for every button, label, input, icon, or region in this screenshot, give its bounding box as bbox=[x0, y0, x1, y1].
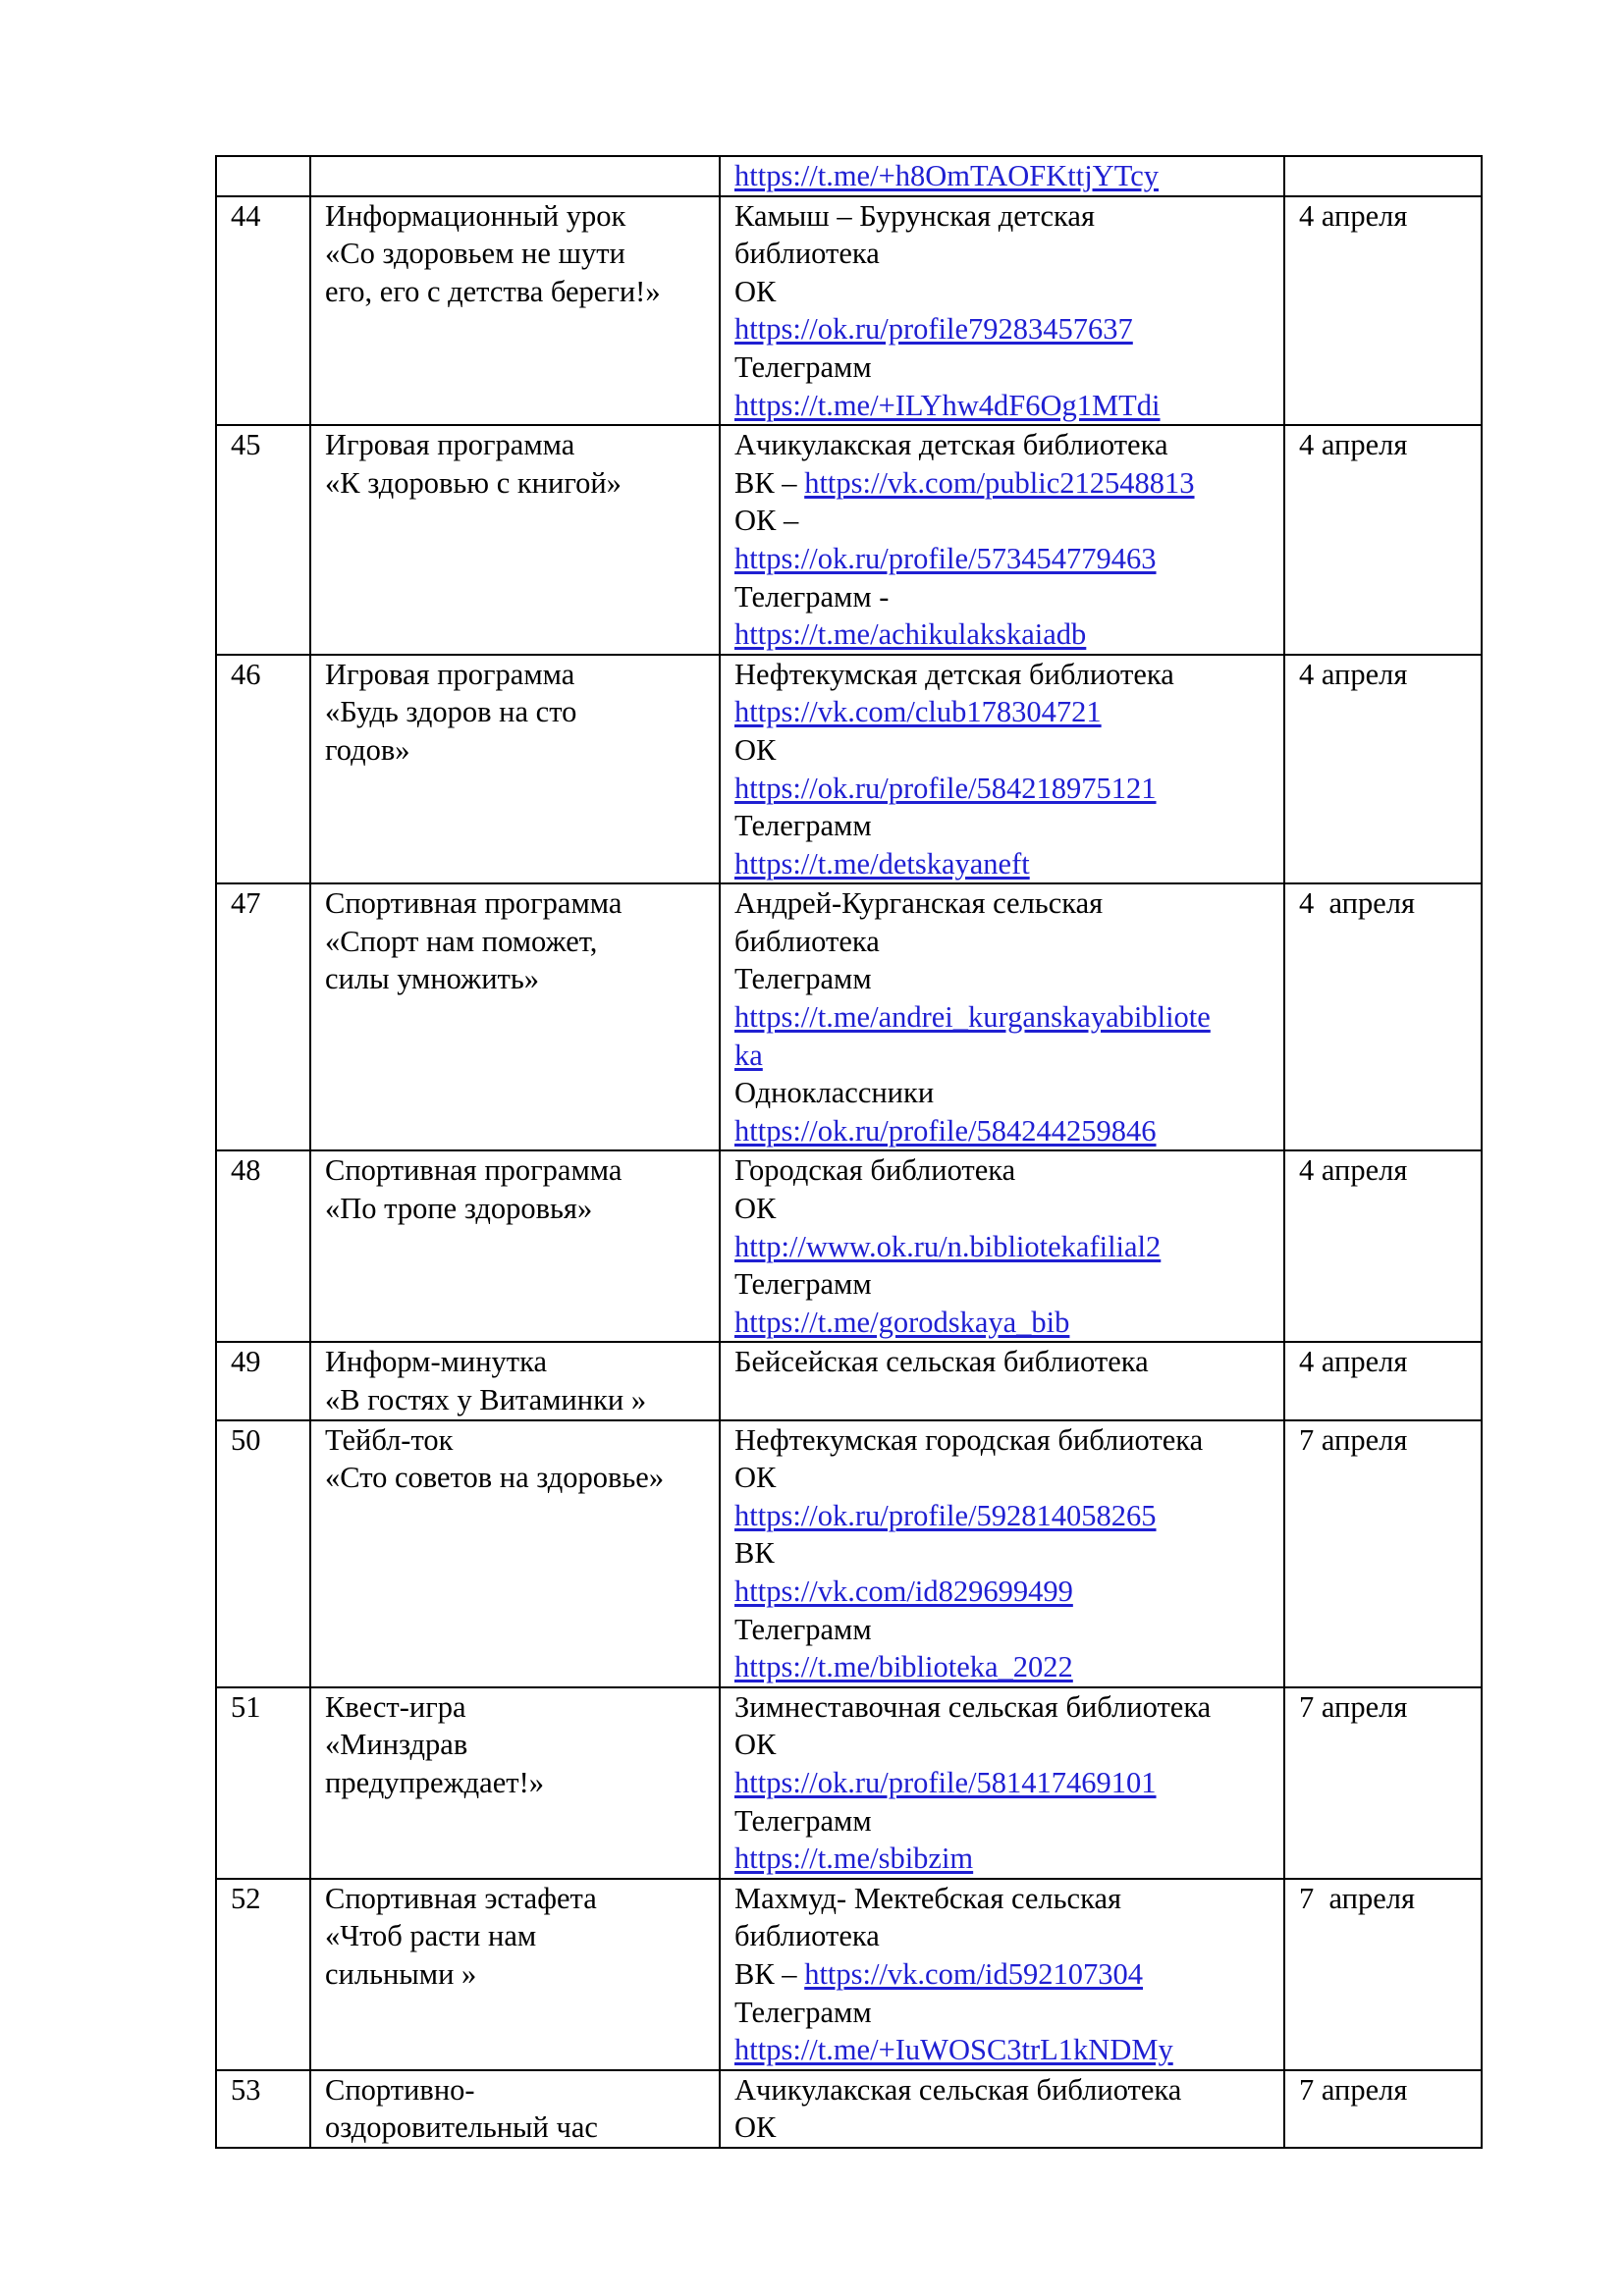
venue-line bbox=[734, 1880, 1275, 1918]
row-number: 51 bbox=[216, 1687, 310, 1879]
venue-line bbox=[734, 1112, 1275, 1150]
venue-line bbox=[734, 845, 1275, 883]
table-row bbox=[216, 1687, 1482, 1879]
event-title-line: «К здоровью с книгой» bbox=[325, 465, 622, 500]
event-title-cell bbox=[310, 1150, 720, 1342]
venue-line bbox=[734, 1190, 1275, 1228]
venue-line bbox=[734, 2071, 1275, 2109]
venue-line bbox=[734, 1497, 1275, 1535]
venue-link[interactable]: https://t.me/sbibzim bbox=[734, 1842, 974, 1876]
event-title-line: Спортивная эстафета bbox=[325, 1881, 597, 1915]
event-title-line: Тейбл-ток bbox=[325, 1422, 454, 1457]
event-title-line: «Со здоровьем не шути bbox=[325, 237, 625, 271]
event-title-line: Спортивная программа bbox=[325, 886, 623, 921]
venue-line bbox=[734, 1228, 1275, 1266]
event-title-line: Информационный урок bbox=[325, 198, 626, 233]
venue-line bbox=[734, 884, 1275, 923]
event-title-cell bbox=[310, 1687, 720, 1879]
event-title-cell bbox=[310, 1879, 720, 2070]
venue-link[interactable]: https://t.me/andrei_kurganskayabibliote bbox=[734, 1000, 1211, 1035]
event-title-line: Спортивная программа bbox=[325, 1153, 623, 1188]
table-row bbox=[216, 425, 1482, 655]
venue-cell bbox=[720, 425, 1284, 655]
venue-cell bbox=[720, 1879, 1284, 2070]
venue-text: Телеграмм - bbox=[734, 579, 890, 614]
venue-line bbox=[734, 807, 1275, 845]
venue-text: Телеграмм bbox=[734, 809, 872, 843]
event-title-cell bbox=[310, 1420, 720, 1687]
event-title-cell bbox=[310, 196, 720, 426]
table-row bbox=[216, 2070, 1482, 2148]
venue-line bbox=[734, 1955, 1275, 1994]
venue-link[interactable]: https://t.me/biblioteka_2022 bbox=[734, 1650, 1073, 1684]
event-date: 4 апреля bbox=[1284, 655, 1482, 884]
venue-link[interactable]: https://t.me/+ILYhw4dF6Og1MTdi bbox=[734, 388, 1161, 422]
venue-line bbox=[734, 387, 1275, 425]
event-title-line: «Минздрав bbox=[325, 1728, 468, 1762]
venue-link[interactable]: https://vk.com/public212548813 bbox=[804, 465, 1195, 500]
venue-text: Нефтекумская детская библиотека bbox=[734, 657, 1174, 691]
venue-line bbox=[734, 998, 1275, 1037]
venue-text: ОК bbox=[734, 2110, 777, 2145]
venue-link[interactable]: https://ok.ru/profile/581417469101 bbox=[734, 1765, 1157, 1799]
venue-line bbox=[734, 464, 1275, 503]
venue-line bbox=[734, 731, 1275, 770]
venue-text: Телеграмм bbox=[734, 1995, 872, 2029]
row-number: 46 bbox=[216, 655, 310, 884]
venue-line bbox=[734, 1726, 1275, 1764]
event-title-line: Квест-игра bbox=[325, 1689, 466, 1724]
venue-line bbox=[734, 1037, 1275, 1075]
venue-text: ОК bbox=[734, 1461, 777, 1495]
venue-link[interactable]: https://vk.com/club178304721 bbox=[734, 695, 1102, 729]
venue-line bbox=[734, 1688, 1275, 1727]
venue-text: Андрей-Курганская сельская bbox=[734, 886, 1104, 921]
event-title-line: Игровая программа bbox=[325, 657, 575, 691]
event-title-line: годов» bbox=[325, 732, 410, 767]
venue-link[interactable]: https://ok.ru/profile/573454779463 bbox=[734, 541, 1157, 575]
venue-line bbox=[734, 1151, 1275, 1190]
venue-line bbox=[734, 1648, 1275, 1686]
venue-line bbox=[734, 960, 1275, 998]
venue-line bbox=[734, 923, 1275, 961]
event-title-line: Спортивно- bbox=[325, 2072, 475, 2107]
event-title-line: «Будь здоров на сто bbox=[325, 695, 577, 729]
venue-line bbox=[734, 2109, 1275, 2147]
venue-link-prefix: ВК – bbox=[734, 1956, 805, 1991]
venue-text: Нефтекумская городская библиотека bbox=[734, 1422, 1204, 1457]
venue-cell bbox=[720, 1342, 1284, 1419]
venue-link[interactable]: https://t.me/achikulakskaiadb bbox=[734, 617, 1087, 652]
venue-line bbox=[734, 693, 1275, 731]
venue-line bbox=[734, 310, 1275, 348]
venue-link[interactable]: https://ok.ru/profile/584218975121 bbox=[734, 771, 1157, 805]
venue-text: ОК bbox=[734, 274, 777, 308]
venue-link[interactable]: ka bbox=[734, 1038, 763, 1072]
venue-line bbox=[734, 197, 1275, 236]
venue-text: Ачикулакская сельская библиотека bbox=[734, 2072, 1182, 2107]
venue-cell bbox=[720, 2070, 1284, 2148]
event-title-cell bbox=[310, 156, 720, 196]
event-title-line: Информ-минутка bbox=[325, 1345, 548, 1379]
row-number: 50 bbox=[216, 1420, 310, 1687]
row-number: 49 bbox=[216, 1342, 310, 1419]
venue-line bbox=[734, 502, 1275, 540]
venue-text: Бейсейская сельская библиотека bbox=[734, 1345, 1149, 1379]
row-number: 52 bbox=[216, 1879, 310, 2070]
venue-line bbox=[734, 1074, 1275, 1112]
venue-cell bbox=[720, 1420, 1284, 1687]
event-title-line: предупреждает!» bbox=[325, 1765, 544, 1799]
event-date: 4 апреля bbox=[1284, 1150, 1482, 1342]
venue-link[interactable]: https://vk.com/id829699499 bbox=[734, 1574, 1073, 1608]
venue-link[interactable]: https://t.me/+IuWOSC3trL1kNDMy bbox=[734, 2033, 1173, 2067]
venue-text: библиотека bbox=[734, 924, 880, 958]
venue-text: библиотека bbox=[734, 237, 880, 271]
event-date: 7 апреля bbox=[1284, 1420, 1482, 1687]
venue-line bbox=[734, 348, 1275, 387]
venue-link[interactable]: https://vk.com/id592107304 bbox=[804, 1956, 1144, 1991]
venue-link[interactable]: https://t.me/gorodskaya_bib bbox=[734, 1305, 1070, 1339]
event-title-line: силы умножить» bbox=[325, 962, 540, 996]
venue-text: Телеграмм bbox=[734, 349, 872, 384]
venue-cell bbox=[720, 1150, 1284, 1342]
venue-text: Городская библиотека bbox=[734, 1153, 1016, 1188]
venue-text: Махмуд- Мектебская сельская bbox=[734, 1881, 1122, 1915]
venue-line bbox=[734, 426, 1275, 464]
event-date: 7 апреля bbox=[1284, 1879, 1482, 2070]
venue-line bbox=[734, 770, 1275, 808]
table-row bbox=[216, 1342, 1482, 1419]
venue-line bbox=[734, 1917, 1275, 1955]
venue-text: Зимнеставочная сельская библиотека bbox=[734, 1689, 1212, 1724]
event-title-cell bbox=[310, 655, 720, 884]
table-row bbox=[216, 655, 1482, 884]
venue-cell bbox=[720, 1687, 1284, 1879]
event-date: 7 апреля bbox=[1284, 2070, 1482, 2148]
venue-line bbox=[734, 157, 1275, 195]
venue-cell bbox=[720, 156, 1284, 196]
venue-line bbox=[734, 1265, 1275, 1304]
venue-text: Телеграмм bbox=[734, 1612, 872, 1646]
venue-line bbox=[734, 273, 1275, 311]
venue-text: Ачикулакская детская библиотека bbox=[734, 428, 1168, 462]
venue-text: ОК bbox=[734, 1192, 777, 1226]
venue-text: Одноклассники bbox=[734, 1076, 935, 1110]
event-title-line: «По тропе здоровья» bbox=[325, 1192, 593, 1226]
event-title-cell bbox=[310, 2070, 720, 2148]
venue-link[interactable]: https://ok.ru/profile/584244259846 bbox=[734, 1113, 1157, 1148]
table-row bbox=[216, 196, 1482, 426]
table-row bbox=[216, 1879, 1482, 2070]
venue-line bbox=[734, 615, 1275, 654]
venue-text: Камыш – Бурунская детская bbox=[734, 198, 1095, 233]
venue-line bbox=[734, 2031, 1275, 2069]
venue-line bbox=[734, 1573, 1275, 1611]
venue-text: ОК – bbox=[734, 504, 799, 538]
venue-cell bbox=[720, 655, 1284, 884]
venue-line bbox=[734, 578, 1275, 616]
venue-text: Телеграмм bbox=[734, 1267, 872, 1302]
row-number: 44 bbox=[216, 196, 310, 426]
event-title-line: его, его с детства береги!» bbox=[325, 274, 661, 308]
venue-cell bbox=[720, 196, 1284, 426]
event-title-cell bbox=[310, 425, 720, 655]
venue-line bbox=[734, 1994, 1275, 2032]
table-row bbox=[216, 883, 1482, 1150]
event-date: 4 апреля bbox=[1284, 196, 1482, 426]
event-date: 4 апреля bbox=[1284, 1342, 1482, 1419]
row-number: 48 bbox=[216, 1150, 310, 1342]
event-title-line: сильными » bbox=[325, 1956, 477, 1991]
venue-line bbox=[734, 1764, 1275, 1802]
venue-line bbox=[734, 1343, 1275, 1381]
venue-line bbox=[734, 1459, 1275, 1497]
row-number: 47 bbox=[216, 883, 310, 1150]
venue-line bbox=[734, 656, 1275, 694]
event-title-line: оздоровительный час bbox=[325, 2110, 598, 2145]
venue-line bbox=[734, 1802, 1275, 1841]
venue-line bbox=[734, 1840, 1275, 1878]
event-title-line: «Сто советов на здоровье» bbox=[325, 1461, 665, 1495]
event-title-line: Игровая программа bbox=[325, 428, 575, 462]
venue-text: Телеграмм bbox=[734, 1803, 872, 1838]
venue-line bbox=[734, 1534, 1275, 1573]
events-table-body bbox=[216, 156, 1482, 2148]
venue-text: ОК bbox=[734, 1728, 777, 1762]
venue-link[interactable]: https://t.me/detskayaneft bbox=[734, 846, 1030, 881]
venue-line bbox=[734, 235, 1275, 273]
row-number bbox=[216, 156, 310, 196]
venue-text: Телеграмм bbox=[734, 962, 872, 996]
event-date: 4 апреля bbox=[1284, 883, 1482, 1150]
venue-text: библиотека bbox=[734, 1919, 880, 1953]
event-date bbox=[1284, 156, 1482, 196]
events-table bbox=[215, 155, 1483, 2149]
venue-link[interactable]: https://t.me/+h8OmTAOFKttjYTcy bbox=[734, 159, 1159, 192]
venue-line bbox=[734, 1611, 1275, 1649]
event-title-line: «Спорт нам поможет, bbox=[325, 924, 598, 958]
event-title-line: «Чтоб расти нам bbox=[325, 1919, 537, 1953]
venue-cell bbox=[720, 883, 1284, 1150]
table-row bbox=[216, 1420, 1482, 1687]
venue-link[interactable]: https://ok.ru/profile/592814058265 bbox=[734, 1498, 1157, 1532]
venue-link-prefix: ВК – bbox=[734, 465, 805, 500]
event-title-line: «В гостях у Витаминки » bbox=[325, 1383, 647, 1416]
event-title-cell bbox=[310, 883, 720, 1150]
event-date: 7 апреля bbox=[1284, 1687, 1482, 1879]
venue-line bbox=[734, 1304, 1275, 1342]
row-number: 53 bbox=[216, 2070, 310, 2148]
venue-link[interactable]: http://www.ok.ru/n.bibliotekafilial2 bbox=[734, 1229, 1162, 1263]
event-title-cell bbox=[310, 1342, 720, 1419]
event-date: 4 апреля bbox=[1284, 425, 1482, 655]
venue-line bbox=[734, 540, 1275, 578]
venue-text: ВК bbox=[734, 1536, 775, 1571]
row-number: 45 bbox=[216, 425, 310, 655]
table-row bbox=[216, 1150, 1482, 1342]
venue-text: ОК bbox=[734, 732, 777, 767]
venue-line bbox=[734, 1421, 1275, 1460]
table-row bbox=[216, 156, 1482, 196]
venue-link[interactable]: https://ok.ru/profile79283457637 bbox=[734, 312, 1133, 347]
